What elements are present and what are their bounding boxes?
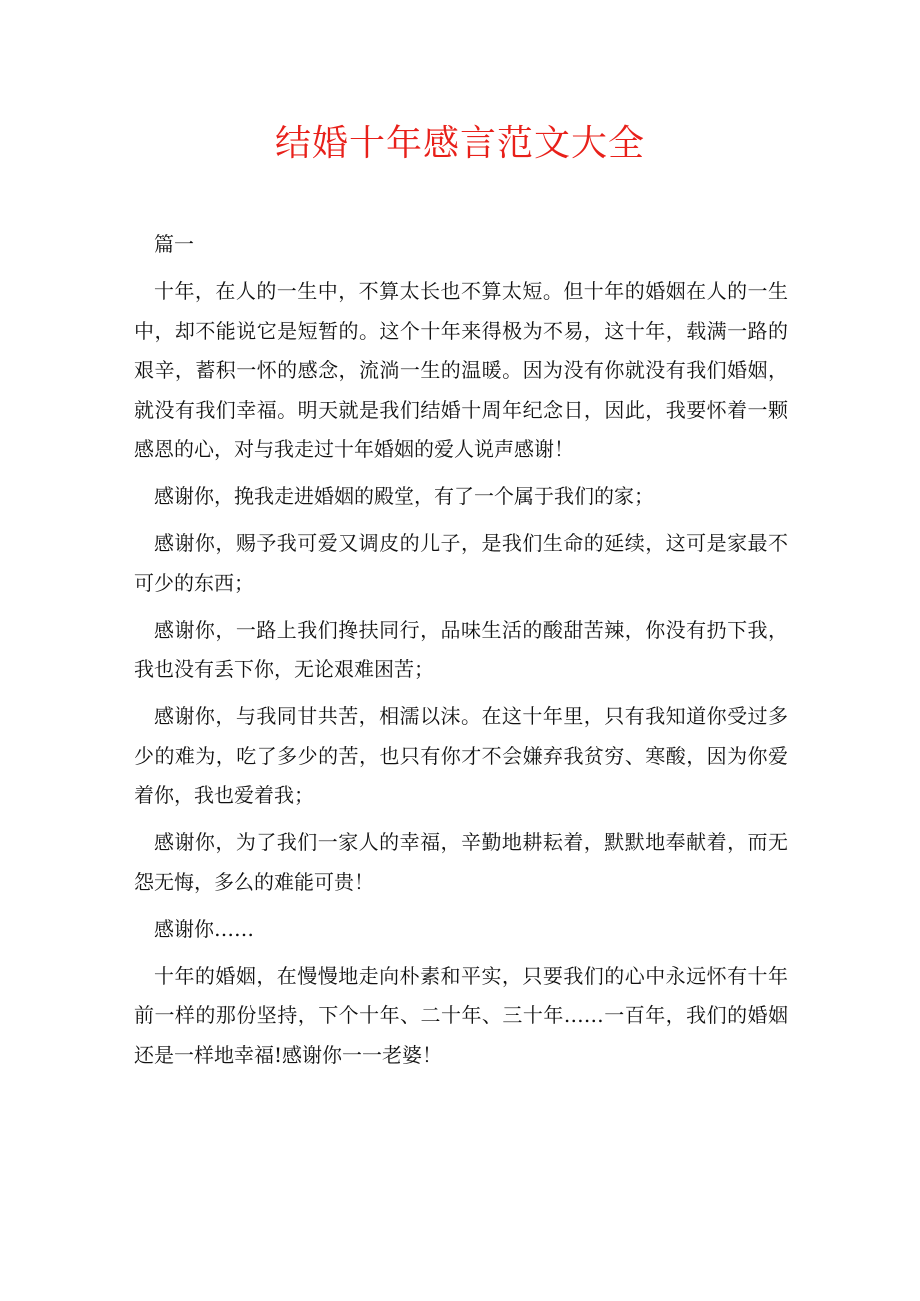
document-body [134, 225, 788, 1075]
section-label: 篇一 [154, 232, 194, 256]
paragraph-thanks-5: 感谢你，为了我们一家人的幸福，辛勤地耕耘着，默默地奉献着，而无怨无悔，多么的难能可贵！ [134, 830, 788, 894]
paragraph-thanks-3: 感谢你，一路上我们搀扶同行，品味生活的酸甜苦辣，你没有扔下我，我也没有丢下你，无论艰难困苦； [134, 617, 788, 681]
paragraph-thanks-1: 感谢你，挽我走进婚姻的殿堂，有了一个属于我们的家； [154, 484, 654, 508]
paragraph-thanks-6: 感谢你…… [154, 916, 254, 941]
paragraph-thanks-4: 感谢你，与我同甘共苦，相濡以沫。在这十年里，只有我知道你受过多少的难为，吃了多少的苦，也只有你才不会嫌弃我贫穷、寒酸，因为你爱着你，我也爱着我； [134, 704, 788, 807]
paragraph-closing: 十年的婚姻，在慢慢地走向朴素和平实，只要我们的心中永远怀有十年前一样的那份坚持，下个十年、二十年、三十年……一百年，我们的婚姻还是一样地幸福!感谢你一一老婆！ [134, 963, 788, 1067]
paragraph-intro: 十年，在人的一生中，不算太长也不算太短。但十年的婚姻在人的一生中，却不能说它是短暂的。这个十年来得极为不易，这十年，载满一路的艰辛，蓄积一怀的感念，流淌一生的温暖。因为没有你就没有我们婚姻，就没有我们幸福。明天就是我们结婚十周年纪念日，因此，我要怀着一颗感恩的心，对与我走过十年婚姻的爱人说声感谢！ [134, 279, 788, 461]
paragraph-thanks-2: 感谢你，赐予我可爱又调皮的儿子，是我们生命的延续，这可是家最不可少的东西； [134, 531, 788, 595]
page-title: 结婚十年感言范文大全 [274, 123, 645, 164]
